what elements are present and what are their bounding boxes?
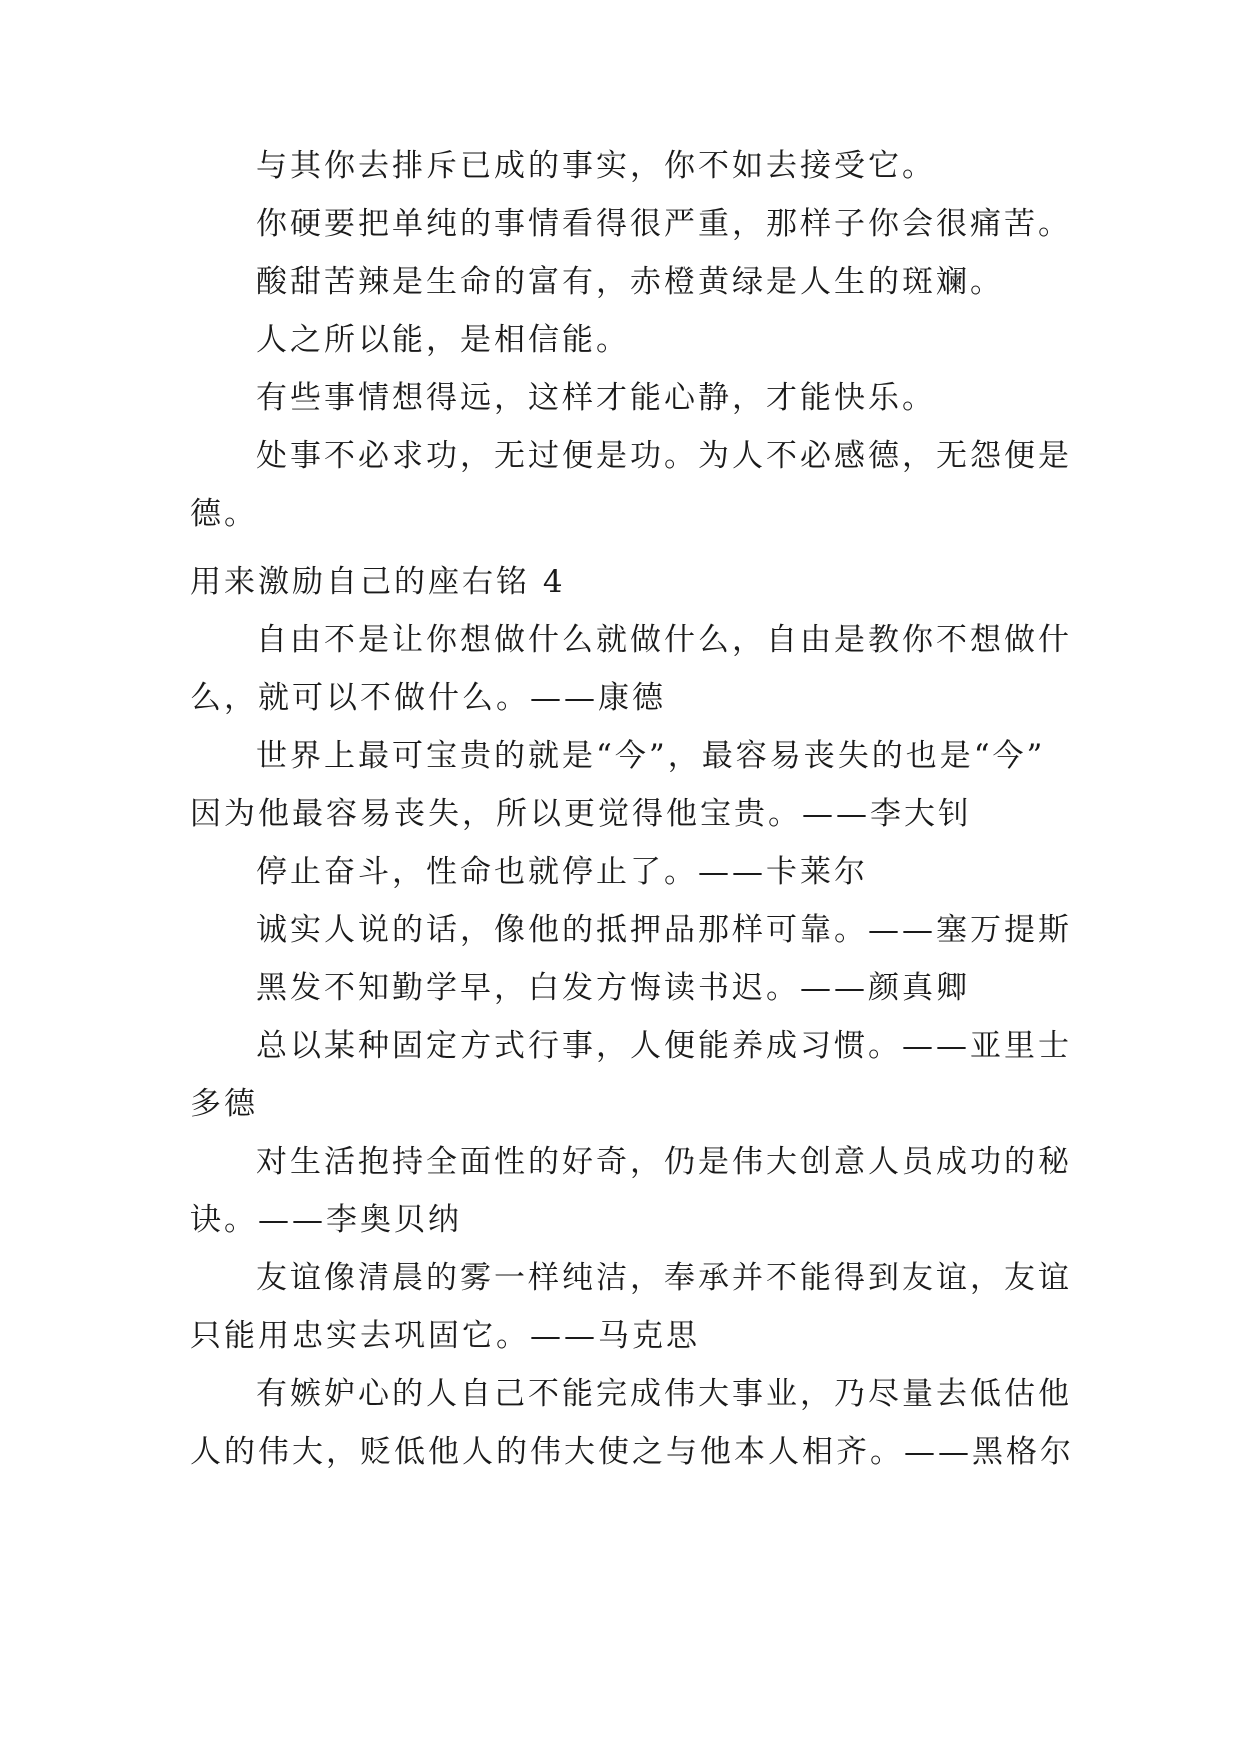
quote-paragraph [190,1017,1070,1133]
quote-paragraph: 停止奋斗，性命也就停止了。——卡莱尔 [256,854,868,890]
quote-paragraph [190,1365,1074,1481]
quote-paragraph [190,1133,1070,1249]
paragraph-line: 么，就可以不做什么。——康德 [190,680,666,716]
paragraph-line: 对生活抱持全面性的好奇，仍是伟大创意人员成功的秘 [256,1144,1072,1180]
paragraph-line: 只能用忠实去巩固它。——马克思 [190,1318,700,1354]
paragraph-line: 人的伟大，贬低他人的伟大使之与他本人相齐。——黑格尔 [190,1434,1074,1470]
paragraph-line: 有嫉妒心的人自己不能完成伟大事业，乃尽量去低估他 [256,1376,1072,1412]
paragraph-line: 多德 [190,1086,258,1122]
quote-paragraph: 诚实人说的话，像他的抵押品那样可靠。——塞万提斯 [256,912,1072,948]
quote-paragraph: 黑发不知勤学早，白发方悔读书迟。——颜真卿 [256,970,970,1006]
section-heading: 用来激励自己的座右铭 4 [190,564,566,600]
paragraph-line: 因为他最容易丧失，所以更觉得他宝贵。——李大钊 [190,796,972,832]
quote-paragraph [190,1249,1070,1365]
section-2 [190,553,1074,1481]
paragraph-line: 自由不是让你想做什么就做什么，自由是教你不想做什 [256,622,1072,658]
paragraph: 与其你去排斥已成的事实，你不如去接受它。 [256,148,936,184]
paragraph: 人之所以能，是相信能。 [256,322,630,358]
paragraph: 有些事情想得远，这样才能心静，才能快乐。 [256,380,936,416]
paragraph: 你硬要把单纯的事情看得很严重，那样子你会很痛苦。 [256,206,1072,242]
quote-paragraph [190,727,1070,843]
paragraph: 酸甜苦辣是生命的富有，赤橙黄绿是人生的斑斓。 [256,264,1004,300]
paragraph-line: 德。 [190,496,258,532]
paragraph-line: 友谊像清晨的雾一样纯洁，奉承并不能得到友谊，友谊 [256,1260,1072,1296]
paragraph-line: 处事不必求功，无过便是功。为人不必感德，无怨便是 [256,438,1072,474]
quote-paragraph [190,611,1070,727]
section-1 [190,137,1070,543]
paragraph-line: 总以某种固定方式行事，人便能养成习惯。——亚里士 [256,1028,1072,1064]
paragraph-line: 诀。——李奥贝纳 [190,1202,462,1238]
paragraph [190,427,1070,543]
paragraph-line: 世界上最可宝贵的就是“今”，最容易丧失的也是“今” [256,738,1046,774]
